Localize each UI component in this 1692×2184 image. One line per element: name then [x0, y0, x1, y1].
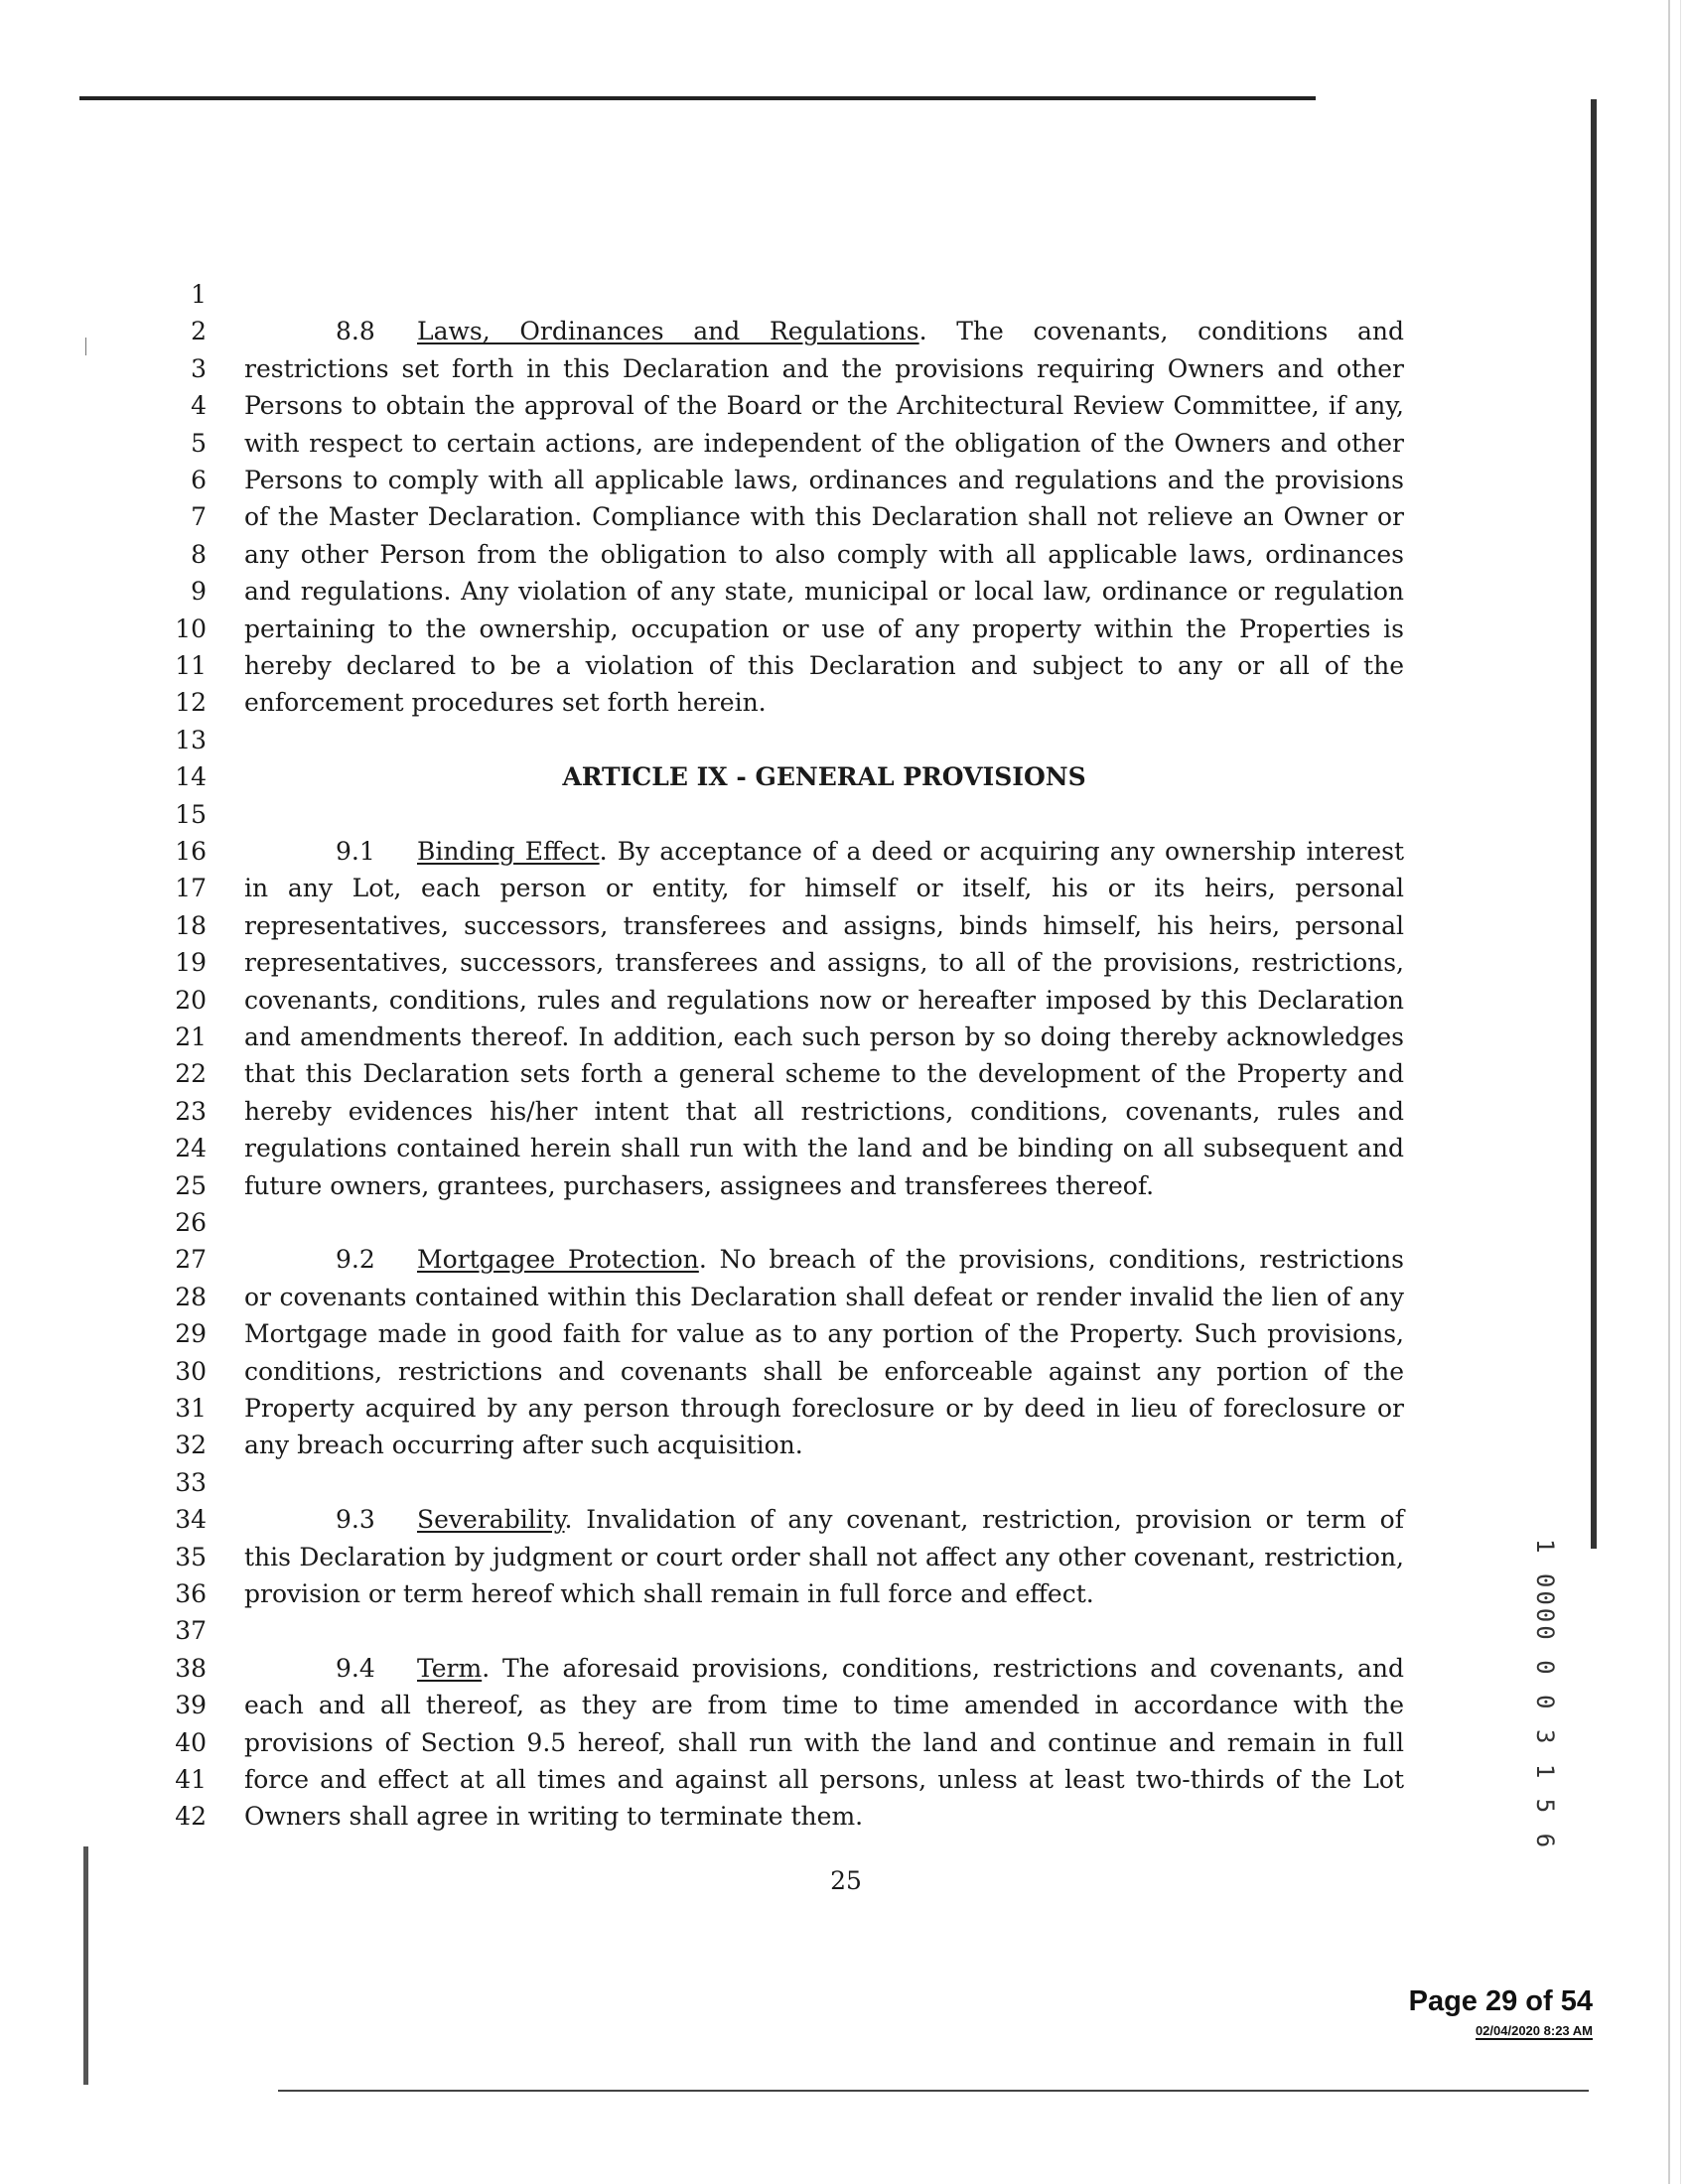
line-text: hereby evidences his/her intent that all restrictions, conditions, covenants, rules and [244, 1096, 1404, 1126]
section-text: . No breach of the provisions, conditions, restrictions [698, 1245, 1404, 1275]
document-line [0, 1315, 1692, 1352]
line-number: 38 [175, 1653, 207, 1683]
document-line [0, 1019, 1692, 1055]
line-number: 2 [191, 317, 207, 346]
line-text: force and effect at all times and against all persons, unless at least two-thirds of the Lot [244, 1765, 1404, 1794]
line-number: 7 [191, 502, 207, 532]
line-number: 4 [191, 391, 207, 421]
section-first-line [244, 1241, 1404, 1278]
document-line [0, 387, 1692, 424]
document-line [0, 1575, 1692, 1612]
document-line [0, 1798, 1692, 1835]
line-number: 17 [175, 874, 207, 903]
document-line [0, 1539, 1692, 1575]
line-text: each and all thereof, as they are from time to time amended in accordance with the [244, 1691, 1404, 1720]
document-line [0, 276, 1692, 313]
document-line [0, 647, 1692, 684]
document-line [0, 1390, 1692, 1427]
line-text: pertaining to the ownership, occupation or use of any property within the Properties is [244, 614, 1404, 643]
line-text: Persons to comply with all applicable laws, ordinances and regulations and the provisions [244, 466, 1404, 494]
document-line [0, 425, 1692, 462]
line-number: 36 [175, 1579, 207, 1608]
line-number: 13 [175, 725, 207, 754]
line-number: 39 [175, 1691, 207, 1720]
line-text: any breach occurring after such acquisition. [244, 1431, 803, 1460]
line-number: 23 [175, 1096, 207, 1126]
line-number: 42 [175, 1802, 207, 1832]
document-line [0, 758, 1692, 795]
line-number: 32 [175, 1431, 207, 1460]
section-text: . Invalidation of any covenant, restriction, provision or term of [564, 1505, 1404, 1535]
section-title: Mortgagee Protection [417, 1245, 699, 1275]
line-text: hereby declared to be a violation of this Declaration and subject to any or all of the [244, 651, 1404, 680]
line-text: and regulations. Any violation of any state, municipal or local law, ordinance or regulation [244, 577, 1404, 607]
section-number: 9.3 [336, 1505, 375, 1535]
line-number: 21 [175, 1023, 207, 1051]
document-line [0, 1167, 1692, 1204]
line-number: 33 [175, 1467, 207, 1497]
line-text: Mortgage made in good faith for value as to any portion of the Property. Such provisions, [244, 1319, 1404, 1349]
section-first-line [244, 833, 1404, 870]
article-heading: ARTICLE IX - GENERAL PROVISIONS [562, 762, 1086, 792]
line-text: conditions, restrictions and covenants shall be enforceable against any portion of the [244, 1356, 1404, 1386]
line-text: in any Lot, each person or entity, for himself or itself, his or its heirs, personal [244, 874, 1404, 903]
line-text: Persons to obtain the approval of the Board or the Architectural Review Committee, if any, [244, 391, 1404, 421]
line-text: enforcement procedures set forth herein. [244, 688, 767, 718]
document-stamp: 1 0000 0 0 3 1 5 6 [1531, 1539, 1559, 1851]
line-number: 10 [175, 614, 207, 643]
section-text: . The covenants, conditions and [918, 317, 1404, 346]
document-line [0, 1724, 1692, 1761]
page-number: 25 [830, 1866, 862, 1895]
line-number: 30 [175, 1356, 207, 1386]
line-number: 40 [175, 1727, 207, 1757]
document-line [0, 1687, 1692, 1723]
line-number: 28 [175, 1282, 207, 1311]
line-number: 27 [175, 1245, 207, 1275]
line-number: 15 [175, 799, 207, 829]
section-number: 8.8 [336, 317, 375, 346]
line-number: 35 [175, 1542, 207, 1571]
line-number: 26 [175, 1208, 207, 1237]
document-line [0, 796, 1692, 833]
line-number: 25 [175, 1170, 207, 1200]
document-line [0, 833, 1692, 870]
document-line [0, 1464, 1692, 1501]
line-number: 5 [191, 428, 207, 458]
document-line [0, 1204, 1692, 1241]
section-title: Severability [417, 1505, 565, 1535]
document-line [0, 1130, 1692, 1166]
document-line [0, 573, 1692, 610]
line-number: 34 [175, 1505, 207, 1535]
document-line [0, 498, 1692, 535]
section-number: 9.1 [336, 837, 375, 866]
line-number: 9 [191, 577, 207, 607]
recorder-page-count: Page 29 of 54 [1408, 1985, 1593, 2017]
section-text: . By acceptance of a deed or acquiring any ownership interest [599, 837, 1404, 866]
line-number: 29 [175, 1319, 207, 1349]
line-text: or covenants contained within this Declaration shall defeat or render invalid the lien of any [244, 1282, 1404, 1311]
line-text: representatives, successors, transferees and assigns, to all of the provisions, restrictions, [244, 948, 1404, 978]
document-line [0, 1761, 1692, 1798]
section-number: 9.4 [336, 1653, 375, 1683]
document-line [0, 870, 1692, 906]
document-line [0, 1650, 1692, 1687]
document-line [0, 536, 1692, 573]
document-line [0, 313, 1692, 349]
line-text: that this Declaration sets forth a general scheme to the development of the Property and [244, 1059, 1404, 1089]
section-title: Term [417, 1653, 483, 1683]
line-number: 11 [175, 651, 207, 680]
recorder-timestamp: 02/04/2020 8:23 AM [1475, 2023, 1593, 2038]
document-line [0, 944, 1692, 981]
document-line [0, 907, 1692, 944]
document-line [0, 1241, 1692, 1278]
document-line [0, 350, 1692, 387]
document-line [0, 722, 1692, 758]
line-text: and amendments thereof. In addition, each such person by so doing thereby acknowledges [244, 1023, 1404, 1051]
document-line [0, 1353, 1692, 1390]
line-text: Owners shall agree in writing to terminate them. [244, 1802, 864, 1832]
document-line [0, 1427, 1692, 1463]
document-line [0, 611, 1692, 647]
section-first-line [244, 313, 1404, 349]
document-line [0, 1055, 1692, 1092]
line-text: future owners, grantees, purchasers, assignees and transferees thereof. [244, 1170, 1155, 1200]
line-number: 3 [191, 353, 207, 383]
line-number: 14 [175, 762, 207, 792]
line-number: 37 [175, 1616, 207, 1646]
section-title: Laws, Ordinances and Regulations [417, 317, 919, 346]
line-text: this Declaration by judgment or court order shall not affect any other covenant, restriction, [244, 1542, 1404, 1571]
line-number: 16 [175, 837, 207, 866]
document-line [0, 1279, 1692, 1315]
line-text: regulations contained herein shall run with the land and be binding on all subsequent and [244, 1134, 1404, 1163]
line-number: 6 [191, 466, 207, 494]
section-text: . The aforesaid provisions, conditions, restrictions and covenants, and [482, 1653, 1404, 1683]
line-number: 22 [175, 1059, 207, 1089]
line-number: 1 [191, 280, 207, 309]
line-number: 31 [175, 1394, 207, 1423]
line-text: covenants, conditions, rules and regulations now or hereafter imposed by this Declaration [244, 985, 1404, 1015]
line-text: any other Person from the obligation to also comply with all applicable laws, ordinances [244, 539, 1404, 569]
line-number: 18 [175, 910, 207, 940]
document-line [0, 1612, 1692, 1649]
line-text: with respect to certain actions, are independent of the obligation of the Owners and other [244, 428, 1404, 458]
line-text: provision or term hereof which shall remain in full force and effect. [244, 1579, 1094, 1608]
line-text: provisions of Section 9.5 hereof, shall run with the land and continue and remain in full [244, 1727, 1404, 1757]
line-number: 8 [191, 539, 207, 569]
document-line [0, 982, 1692, 1019]
document-line [0, 462, 1692, 498]
document-line [0, 1093, 1692, 1130]
bottom-rule [278, 2090, 1589, 2092]
top-rule [79, 96, 1316, 100]
line-text: of the Master Declaration. Compliance with this Declaration shall not relieve an Owner or [244, 502, 1404, 532]
section-title: Binding Effect [417, 837, 600, 866]
line-number: 19 [175, 948, 207, 978]
section-first-line [244, 1650, 1404, 1687]
line-number: 41 [175, 1765, 207, 1794]
section-number: 9.2 [336, 1245, 375, 1275]
line-text: representatives, successors, transferees and assigns, binds himself, his heirs, personal [244, 910, 1404, 940]
line-number: 24 [175, 1134, 207, 1163]
section-first-line [244, 1501, 1404, 1538]
document-line [0, 1501, 1692, 1538]
document-line [0, 684, 1692, 721]
line-number: 12 [175, 688, 207, 718]
line-number: 20 [175, 985, 207, 1015]
line-text: Property acquired by any person through foreclosure or by deed in lieu of foreclosure or [244, 1394, 1404, 1423]
line-text: restrictions set forth in this Declaration and the provisions requiring Owners and other [244, 353, 1404, 383]
